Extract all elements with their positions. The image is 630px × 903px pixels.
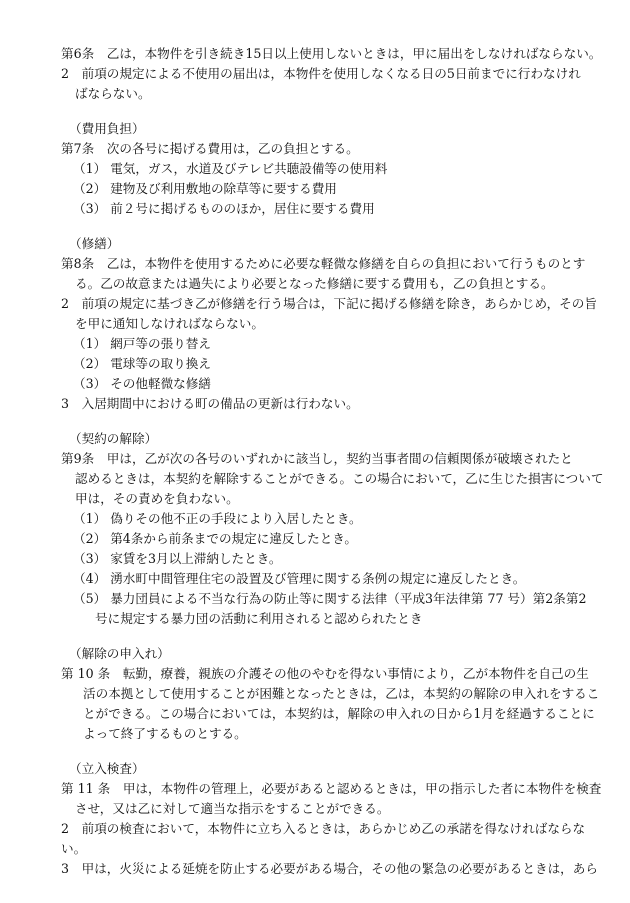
article9-item-2: （2） 第4条から前条までの規定に違反したとき。 bbox=[73, 531, 357, 546]
article9-line1: 第9条 甲は，乙が次の各号のいずれかに該当し，契約当事者間の信頼関係が破壊されたと bbox=[61, 451, 573, 466]
article9-item-3: （3） 家賃を3月以上滞納したとき。 bbox=[73, 551, 282, 566]
article7-heading: （費用負担） bbox=[69, 121, 145, 136]
article8-para2-line1: 2 前項の規定に基づき乙が修繕を行う場合は，下記に掲げる修繕を除き，あらかじめ，その旨 bbox=[61, 296, 597, 311]
article11-para2-line1: 2 前項の検査において，本物件に立ち入るときは，あらかじめ乙の承諾を得なければならな bbox=[61, 821, 586, 836]
article11-line2: させ，又は乙に対して適当な指示をすることができる。 bbox=[75, 801, 390, 816]
document-page bbox=[61, 44, 604, 879]
article8-para2-line2: を甲に通知しなければならない。 bbox=[75, 316, 264, 331]
article8-para3: 3 入居期間中における町の備品の更新は行わない。 bbox=[61, 396, 359, 411]
article6-para2-line1: 2 前項の規定による不使用の届出は，本物件を使用しなくなる日の5日前までに行わなけれ bbox=[61, 66, 581, 81]
article10-line1: 第 10 条 転勤，療養，親族の介護その他のやむを得ない事情により，乙が本物件を自己の生 bbox=[61, 666, 589, 681]
article10-line3: とができる。この場合においては，本契約は，解除の申入れの日から1月を経過することに bbox=[83, 706, 595, 721]
article9-item-5: （5） 暴力団員による不当な行為の防止等に関する法律（平成3年法律第 77 号）第2条第2 bbox=[73, 591, 587, 606]
article7-item-2: （2） 建物及び利用敷地の除草等に要する費用 bbox=[73, 181, 337, 196]
article10-line4: よって終了するものとする。 bbox=[83, 726, 247, 741]
article8-item-2: （2） 電球等の取り換え bbox=[73, 356, 211, 371]
article9-item-4: （4） 湧水町中間管理住宅の設置及び管理に関する条例の規定に違反したとき。 bbox=[73, 571, 526, 586]
article10-heading: （解除の申入れ） bbox=[69, 646, 170, 661]
article8-heading: （修繕） bbox=[69, 236, 120, 251]
article8-line2: る。乙の故意または過失により必要となった修繕に要する費用も，乙の負担とする。 bbox=[75, 276, 554, 291]
article8-item-3: （3） その他軽微な修繕 bbox=[73, 376, 211, 391]
article11-para2-line2: い。 bbox=[61, 841, 87, 856]
article10-line2: 活の本拠として使用することが困難となったときは，乙は，本契約の解除の申入れをするこ bbox=[83, 686, 600, 701]
article7-item-3: （3） 前２号に掲げるもののほか，居住に要する費用 bbox=[73, 201, 375, 216]
article9-item-5-line2: 号に規定する暴力団の活動に利用されると認められたとき bbox=[95, 611, 423, 626]
article11-line1: 第 11 条 甲は，本物件の管理上，必要があると認めるときは，甲の指示した者に本物件を検査 bbox=[61, 781, 602, 796]
article9-line3: 甲は，その責めを負わない。 bbox=[75, 491, 239, 506]
article8-line1: 第8条 乙は，本物件を使用するために必要な軽微な修繕を自らの負担において行うものとす bbox=[61, 256, 586, 271]
article6-para2-line2: ばならない。 bbox=[75, 86, 151, 101]
article8-item-1: （1） 網戸等の張り替え bbox=[73, 336, 211, 351]
article11-heading: （立入検査） bbox=[69, 761, 145, 776]
article9-line2: 認めるときは，本契約を解除することができる。この場合において，乙に生じた損害について bbox=[75, 471, 604, 486]
article9-item-1: （1） 偽りその他不正の手段により入居したとき。 bbox=[73, 511, 362, 526]
article11-para3-line1: 3 甲は，火災による延焼を防止する必要がある場合，その他の緊急の必要があるときは，あら bbox=[61, 861, 598, 876]
article6-line1: 第6条 乙は，本物件を引き続き15日以上使用しないときは，甲に届出をしなければならない。 bbox=[61, 46, 602, 61]
article7-line1: 第7条 次の各号に掲げる費用は，乙の負担とする。 bbox=[61, 141, 359, 156]
article7-item-1: （1） 電気，ガス，水道及びテレビ共聴設備等の使用料 bbox=[73, 161, 388, 176]
article9-heading: （契約の解除） bbox=[69, 431, 158, 446]
